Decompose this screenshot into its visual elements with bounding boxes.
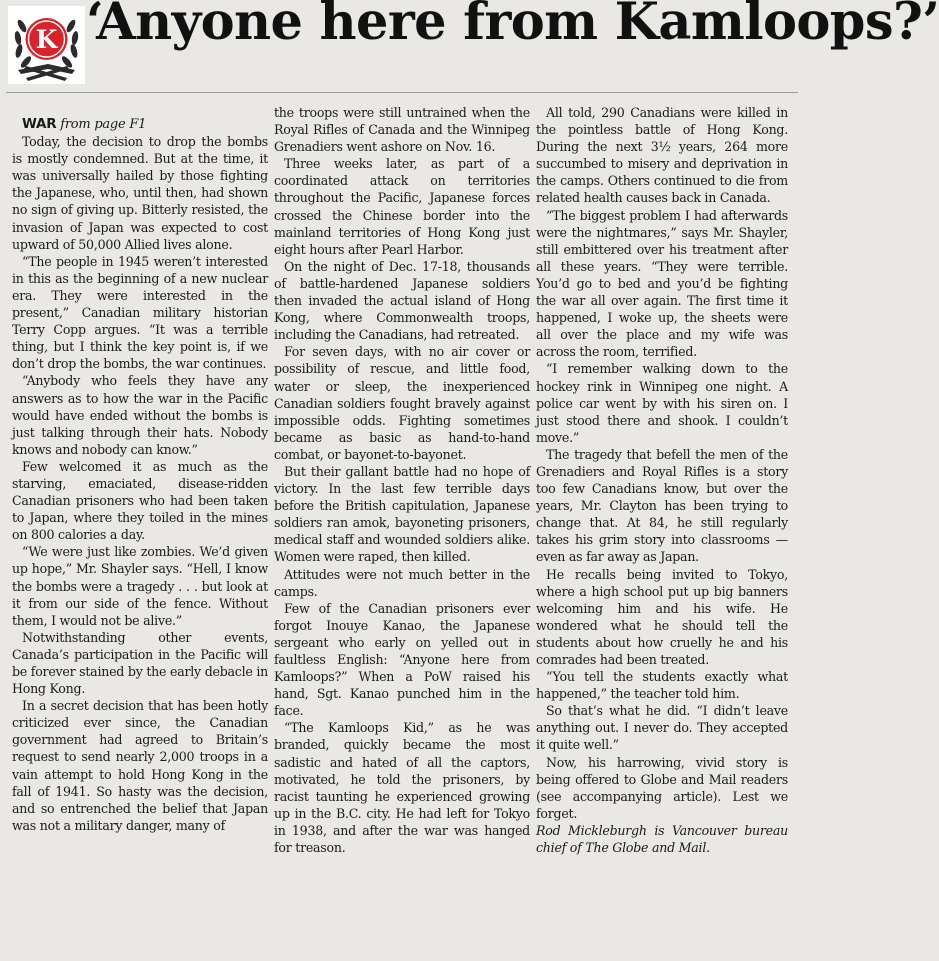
- paragraph: On the night of Dec. 17-18, thousands of battle-hardened Japanese soldiers then invaded the actual island of Hong Kong, where Commonwealth troops, including the Canadians, had retreated.: [274, 258, 530, 343]
- paragraph: Few of the Canadian prisoners ever forgot Inouye Kanao, the Japanese sergeant who early on yelled out in faultless English: “Anyone here from Kamloops?” When a PoW raised his hand, Sgt. Kanao punched him in the face.: [274, 600, 530, 719]
- paragraph: He recalls being invited to Tokyo, where a high school put up big banners welcoming him and his wife. He wondered what he should tell the students about how cruelly he and his comrades had been treated.: [536, 566, 788, 667]
- section-kicker: [12, 116, 268, 133]
- paragraph: The tragedy that befell the men of the Grenadiers and Royal Rifles is a story too few Canadians know, but over the years, Mr. Clayton has been trying to change that. At 84, he still regularly takes his grim story into classrooms — even as far away as Japan.: [536, 446, 788, 565]
- paragraph: In a secret decision that has been hotly criticized ever since, the Canadian government had agreed to Britain’s request to send nearly 2,000 troops in a vain attempt to hold Hong Kong in the fall of 1941. So hasty was the decision, and so entrenched the belief that Japan was not a military danger, many of: [12, 698, 268, 833]
- paragraph: Attitudes were not much better in the camps.: [274, 566, 530, 599]
- column-2: [274, 104, 530, 934]
- kicker-jump: from page F1: [60, 117, 147, 132]
- paragraph: Three weeks later, as part of a coordinated attack on territories throughout the Pacific, Japanese forces crossed the Chinese border into the mainland territories of Hong Kong just eight hours after Pearl Harbor.: [274, 156, 530, 257]
- paragraph: Today, the decision to drop the bombs is mostly condemned. But at the time, it was universally hailed by those fighting the Japanese, who, until then, had shown no sign of giving up. Bitterly resisted, the invasion of Japan was expected to cost upward of 50,000 Allied lives alone.: [12, 134, 268, 252]
- article-body: [12, 104, 788, 934]
- logo-letter: K: [35, 25, 58, 54]
- headline: ‘Anyone here from Kamloops?’: [86, 0, 939, 52]
- paragraph: “The people in 1945 weren’t interested in this as the beginning of a new nuclear era. They were interested in the present,” Canadian military historian Terry Copp argues. “It was a terrible thing, but I think the key point is, if we don’t drop the bombs, the war continues.: [12, 253, 268, 372]
- paragraph: Now, his harrowing, vivid story is being offered to Globe and Mail readers (see accompanying article). Lest we forget.: [536, 754, 788, 821]
- paragraph: “The biggest problem I had afterwards were the nightmares,” says Mr. Shayler, still embittered over his treatment after all these years. “They were terrible. You’d go to bed and you’d be fighting the war all over again. The first time it happened, I woke up, the sheets were all over the place and my wife was across the room, terrified.: [536, 207, 788, 360]
- column-3: [536, 104, 788, 934]
- paragraph: “You tell the students exactly what happened,” the teacher told him.: [536, 669, 788, 702]
- laurel-logo-icon: [8, 6, 85, 84]
- paragraph: For seven days, with no air cover or possibility of rescue, and little food, water or sleep, the inexperienced Canadian soldiers fought bravely against impossible odds. Fighting sometimes became as basic as hand-to-hand combat, or bayonet-to-bayonet.: [274, 344, 530, 462]
- paragraph: “I remember walking down to the hockey rink in Winnipeg one night. A police car went by with his siren on. I just stood there and shook. I couldn’t move.”: [536, 361, 788, 445]
- column-1: [12, 116, 268, 946]
- paragraph: But their gallant battle had no hope of victory. In the last few terrible days before the British capitulation, Japanese soldiers ran amok, bayoneting prisoners, medical staff and wounded soldiers alike. Women were raped, then killed.: [274, 463, 530, 565]
- byline: Rod Mickleburgh is Vancouver bureau chief of The Globe and Mail.: [536, 822, 788, 856]
- kicker-word: WAR: [22, 116, 57, 132]
- laurel-wreath-icon: [8, 6, 85, 84]
- paragraph: Notwithstanding other events, Canada’s participation in the Pacific will be forever stained by the early debacle in Hong Kong.: [12, 629, 268, 697]
- paragraph: Few welcomed it as much as the starving, emaciated, disease-ridden Canadian prisoners who had been taken to Japan, where they toiled in the mines on 800 calories a day.: [12, 458, 268, 543]
- paragraph: the troops were still untrained when the Royal Rifles of Canada and the Winnipeg Grenadiers went ashore on Nov. 16.: [274, 105, 530, 155]
- divider: [6, 92, 798, 93]
- paragraph: So that’s what he did. “I didn’t leave anything out. I never do. They accepted it quite well.”: [536, 703, 788, 753]
- paragraph: “We were just like zombies. We’d given up hope,” Mr. Shayler says. “Hell, I know the bombs were a tragedy . . . but look at it from our side of the fence. Without them, I would not be alive.”: [12, 544, 268, 628]
- paragraph: “Anybody who feels they have any answers as to how the war in the Pacific would have ended without the bombs is just talking through their hats. Nobody knows and nobody can know.”: [12, 373, 268, 457]
- paragraph: All told, 290 Canadians were killed in the pointless battle of Hong Kong. During the next 3½ years, 264 more succumbed to misery and deprivation in the camps. Others continued to die from related health causes back in Canada.: [536, 105, 788, 206]
- paragraph: “The Kamloops Kid,” as he was branded, quickly became the most sadistic and hated of all the captors, motivated, he told the prisoners, by racist taunting he experienced growing up in the B.C. city. He had left for Tokyo in 1938, and after the war was hanged for treason.: [274, 720, 530, 856]
